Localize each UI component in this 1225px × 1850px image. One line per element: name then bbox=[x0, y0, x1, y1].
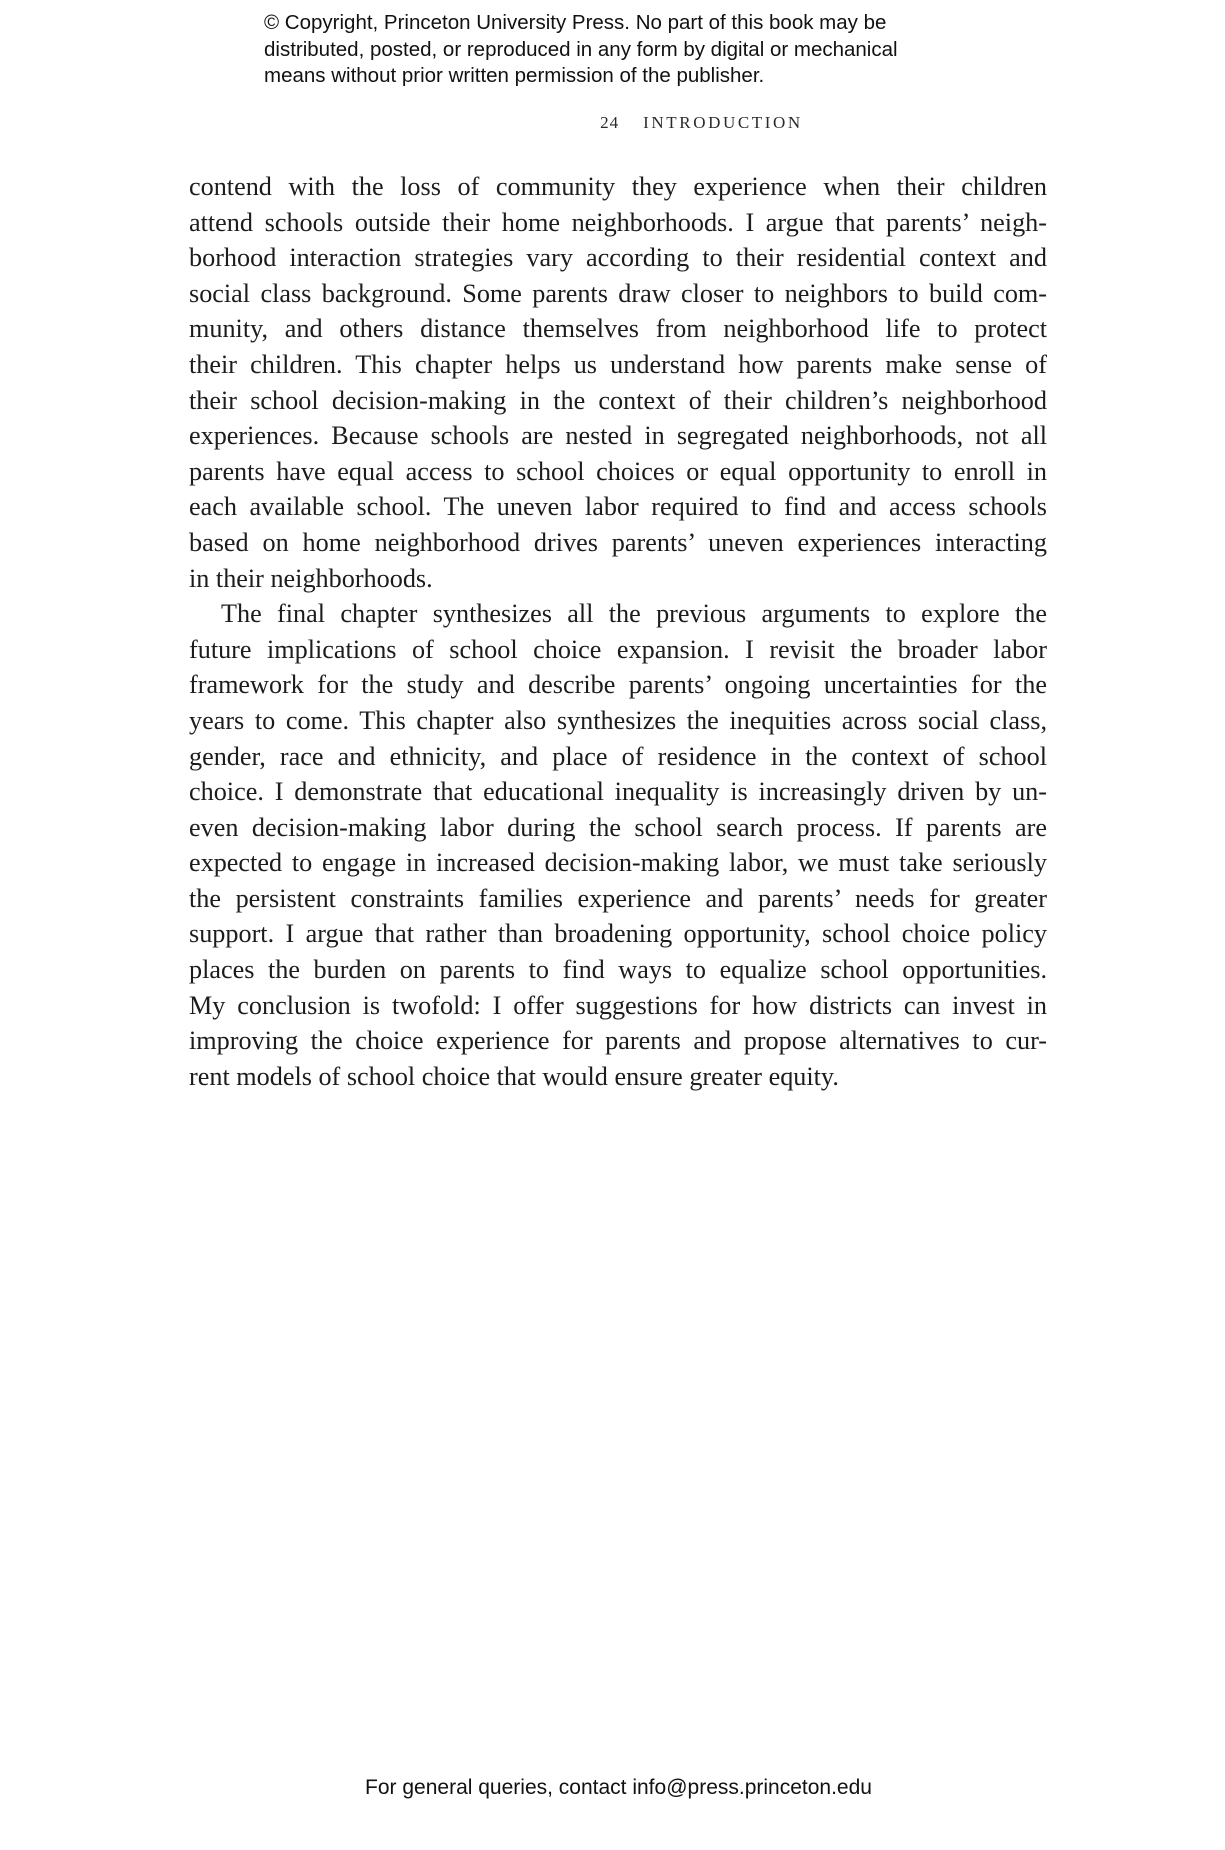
text-line: years to come. This chapter also synthesizes the inequities across social class, bbox=[189, 705, 1047, 735]
text-line: social class background. Some parents draw closer to neighbors to build com- bbox=[189, 278, 1047, 308]
copyright-line: © Copyright, Princeton University Press. No part of this book may be bbox=[264, 11, 887, 34]
running-head-title: INTRODUCTION bbox=[643, 113, 803, 132]
text-line: My conclusion is twofold: I offer suggestions for how districts can invest in bbox=[189, 990, 1047, 1020]
text-line: even decision-making labor during the school search process. If parents are bbox=[189, 812, 1047, 842]
text-line: framework for the study and describe parents’ ongoing uncertainties for the bbox=[189, 670, 1047, 700]
text-line: in their neighborhoods. bbox=[189, 563, 433, 593]
text-line: their school decision-making in the context of their children’s neighborhood bbox=[189, 385, 1047, 415]
text-line: the persistent constraints families experience and parents’ needs for greater bbox=[189, 883, 1047, 913]
copyright-line: distributed, posted, or reproduced in any form by digital or mechanical bbox=[264, 37, 898, 61]
text-line: places the burden on parents to find ways to equalize school opportunities. bbox=[189, 955, 1047, 985]
paragraph-1 bbox=[189, 169, 1047, 596]
text-line: attend schools outside their home neighborhoods. I argue that parents’ neigh- bbox=[189, 207, 1047, 237]
paragraph-2 bbox=[189, 596, 1047, 1094]
copyright-notice bbox=[264, 10, 984, 90]
running-head bbox=[0, 113, 1225, 133]
text-line: The final chapter synthesizes all the previous arguments to explore the bbox=[221, 599, 1047, 629]
text-line: expected to engage in increased decision-making labor, we must take seriously bbox=[189, 848, 1047, 878]
text-line: support. I argue that rather than broadening opportunity, school choice policy bbox=[189, 919, 1047, 949]
text-line: borhood interaction strategies vary according to their residential context and bbox=[189, 243, 1047, 273]
text-line: based on home neighborhood drives parents’ uneven experiences interacting bbox=[189, 527, 1047, 557]
text-line: rent models of school choice that would ensure greater equity. bbox=[189, 1061, 839, 1091]
text-line: future implications of school choice expansion. I revisit the broader labor bbox=[189, 634, 1047, 664]
footer-contact: For general queries, contact info@press.princeton.edu bbox=[365, 1776, 872, 1799]
text-line: munity, and others distance themselves from neighborhood life to protect bbox=[189, 314, 1047, 344]
text-line: their children. This chapter helps us understand how parents make sense of bbox=[189, 349, 1047, 379]
copyright-line: means without prior written permission of the publisher. bbox=[264, 64, 765, 87]
body-text bbox=[189, 169, 1047, 1094]
page-number: 24 bbox=[600, 113, 620, 132]
text-line: experiences. Because schools are nested in segregated neighborhoods, not all bbox=[189, 421, 1047, 451]
text-line: gender, race and ethnicity, and place of residence in the context of school bbox=[189, 741, 1047, 771]
text-line: parents have equal access to school choices or equal opportunity to enroll in bbox=[189, 456, 1047, 486]
text-line: improving the choice experience for parents and propose alternatives to cur- bbox=[189, 1026, 1047, 1056]
text-line: choice. I demonstrate that educational inequality is increasingly driven by un- bbox=[189, 777, 1047, 807]
text-line: each available school. The uneven labor required to find and access schools bbox=[189, 492, 1047, 522]
text-line: contend with the loss of community they experience when their children bbox=[189, 172, 1047, 201]
